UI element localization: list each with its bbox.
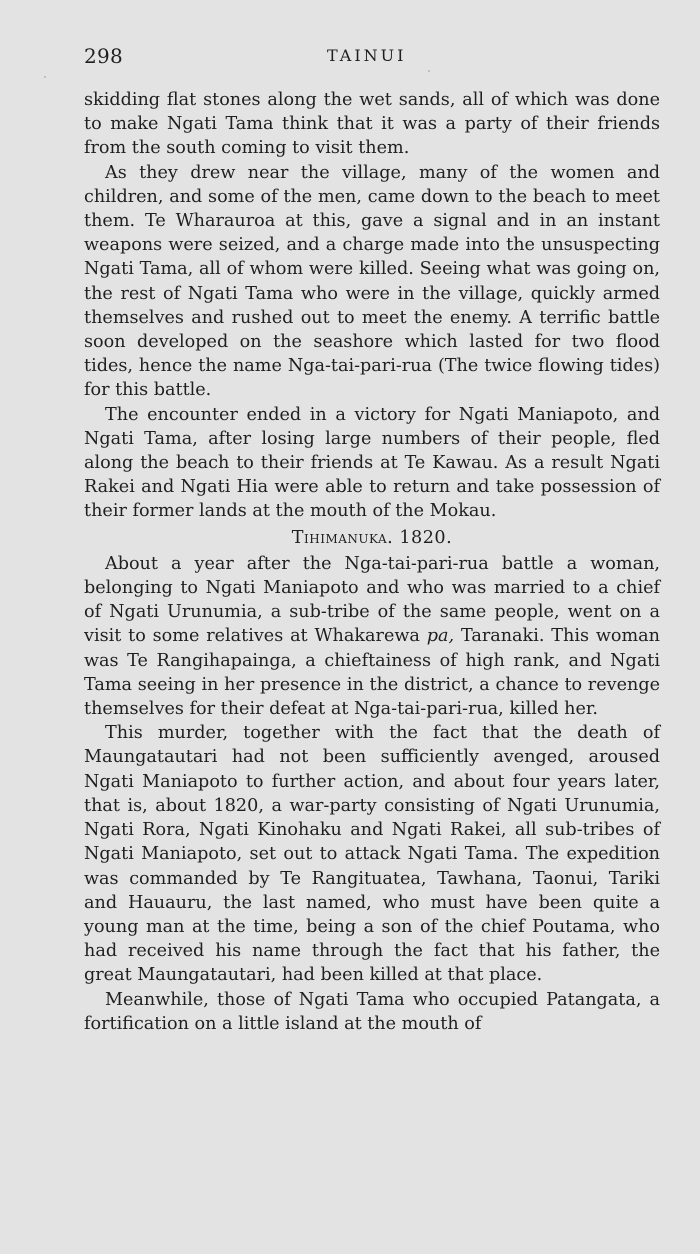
body-text — [84, 88, 660, 1036]
paragraph-text: About a year after the Nga-tai-pari-rua battle a woman, belonging to Ngati Maniapoto and who was married to a chief of Ngati Urunumia, a sub-tribe of the same people, went on a visit to some relatives at Whakarewa — [84, 553, 660, 647]
paragraph-text: Taranaki. This woman was Te Rangihapainga, a chieftainess of high rank, and Ngati Tama seeing in her presence in the district, a chance to revenge themselves for their defeat at Nga-tai-pari-rua, killed her. — [84, 626, 660, 720]
paragraph: Meanwhile, those of Ngati Tama who occupied Patangata, a fortification on a little island at the mouth of — [84, 989, 660, 1034]
page-number: 298 — [84, 44, 124, 68]
paragraph: As they drew near the village, many of the women and children, and some of the men, came down to the beach to meet them. Te Wharauroa at this, gave a signal and in an instant weapons were seized, and a charge made into the unsuspecting Ngati Tama, all of whom were killed. Seeing what was going on, the rest of Ngati Tama who were in the village, quickly armed themselves and rushed out to meet the enemy. A terrific battle soon developed on the seashore which lasted for two flood tides, hence the name Nga-tai-pari-rua (The twice flowing tides) for this battle. — [84, 162, 660, 401]
running-header — [84, 44, 660, 74]
section-heading: Tihimanuka. 1820. — [291, 527, 453, 548]
paragraph-continued: skidding flat stones along the wet sands, all of which was done to make Ngati Tama think that it was a party of their friends from the south coming to visit them. — [84, 90, 660, 159]
book-page — [84, 44, 660, 1036]
paragraph — [84, 552, 660, 721]
paragraph: This murder, together with the fact that the death of Maungatautari had not been sufficiently avenged, aroused Ngati Maniapoto to further action, and about four years later, that is, about 1820, a war-party consisting of Ngati Urunumia, Ngati Rora, Ngati Kinohaku and Ngati Rakei, all sub-tribes of Ngati Maniapoto, set out to attack Ngati Tama. The expedition was commanded by Te Rangituatea, Tawhana, Taonui, Tariki and Hauauru, the last named, who must have been quite a young man at the time, being a son of the chief Poutama, who had received his name through the fact that his father, the great Maungatautari, had been killed at that place. — [84, 723, 660, 986]
paragraph: The encounter ended in a victory for Ngati Maniapoto, and Ngati Tama, after losing large numbers of their people, fled along the beach to their friends at Te Kawau. As a result Ngati Rakei and Ngati Hia were able to return and take possession of their former lands at the mouth of the Mokau. — [84, 404, 660, 522]
italic-term: pa, — [426, 626, 455, 647]
running-title: TAINUI — [327, 46, 407, 65]
scan-speck — [44, 76, 46, 78]
